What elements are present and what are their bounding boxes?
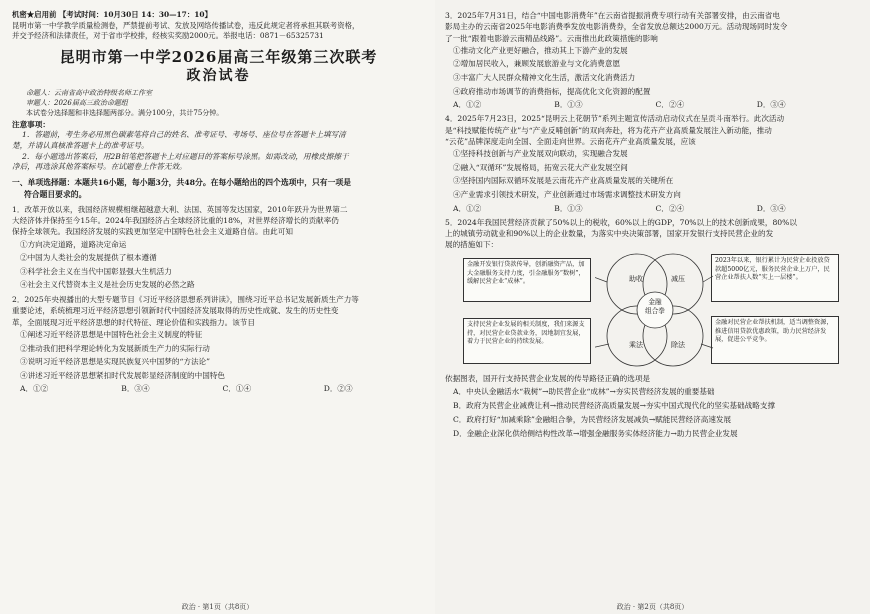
petal-label-bottom-left: 乘法 [629, 341, 643, 350]
question-5 [445, 217, 858, 441]
notes-title: 注意事项： [12, 120, 50, 130]
choice-b: B．①③ [554, 203, 583, 213]
question-2 [12, 294, 425, 395]
diagram-box-bottom-right: 金融对民营企业帮扶机制，适当调整资源，推进信用贷款优惠政策，助力民营经济发展，促进公平竞争。 [711, 316, 839, 364]
choice-c: C．②④ [655, 203, 685, 213]
connector-bottom-left [595, 344, 609, 348]
finance-combo-diagram [445, 252, 858, 370]
question-3-option: ③丰富广大人民群众精神文化生活，激活文化消费活力 [453, 73, 636, 83]
question-1-stem: 大经济体并保持至今15年。2024年我国经济占全球经济比重的18%，对世界经济增长的贡献率仍 [12, 216, 339, 226]
note-1a: 1．答题前，考生务必用黑色碳素笔将自己的姓名、准考证号、考场号、座位号在答题卡上填写清 [22, 130, 346, 140]
question-3-option: ②增加居民收入，兼顾发展旅游业与文化消费意愿 [453, 59, 621, 69]
question-4-option: ③坚持国内国际双循环发展是云南花卉产业高质量发展的关键所在 [453, 176, 674, 186]
warning-line-1: 昆明市第一中学教学质量检测卷，严禁提前考试、发放及网络传播试卷，违反此规定者将承担其联考资格， [12, 20, 360, 30]
diagram-box-top-left: 金融开发银行贷款传导，创新融资产品，加大金融服务支持力度，引金融服务“数树”，缓解民营企业“成林”。 [463, 258, 591, 302]
question-5-option: D．金融企业深化供给侧结构性改革→增强金融服务实体经济能力→助力民营企业发展 [453, 428, 738, 438]
note-2b: 净后，再选涂其他答案标号。在试题卷上作答无效。 [12, 162, 187, 172]
choice-d: D．③④ [756, 203, 786, 213]
question-4-option: ①坚持科技创新与产业发展双向联动，实现融合发展 [453, 149, 628, 159]
question-4-stem: 是“科技赋能传统产业”与“产业反哺创新”的双向奔赴，将为花卉产业高质量发展注入新动能，推动 [445, 125, 772, 135]
question-4-stem: “云花”品牌深度走向全国、全面走向世界。云南花卉产业高质量发展，应该 [445, 136, 696, 146]
choice-c: C．②④ [655, 100, 685, 110]
connector-bottom-right [701, 344, 713, 348]
question-3-stem: 3．2025年7月31日，结合“中国电影消费年”在云南省提振消费专项行动有关部署安排，由云南省电 [445, 11, 780, 20]
question-1-option: ④社会主义代替资本主义是社会历史发展的必然之路 [20, 280, 195, 290]
question-2-option: ②推动我们把科学理论转化为发展新质生产力的实际行动 [20, 343, 210, 353]
section-1-heading: 一、单项选择题：本题共16小题，每小题3分，共48分。在每小题给出的四个选项中，只有一项是 [12, 177, 351, 187]
question-4-option: ②融入“双循环”发展格局，拓宽云花大产业发展空间 [453, 162, 628, 172]
question-5-option: B．政府为民营企业减费让利→推动民营经济高质量发展→夯实中国式现代化的坚实基础战略支撑 [453, 400, 776, 410]
question-3-option: ①推动文化产业更好融合，推动其上下游产业的发展 [453, 45, 628, 55]
connector-top-left [595, 276, 607, 282]
question-5-stem: 上的城镇劳动就业和90%以上的企业数量，为落实中央决策部署，国家开发银行支持民营企业的发 [445, 228, 774, 238]
choice-d: D．②③ [323, 384, 353, 394]
choice-c: C．①④ [222, 384, 252, 394]
question-2-option: ③说明习近平经济思想是实现民族复兴中国梦的“方法论” [20, 357, 211, 367]
choice-a: A．①② [453, 203, 482, 213]
question-1-stem: 保持全球领先。我国经济发展的实践更加坚定中国特色社会主义道路自信。由此可知 [12, 227, 293, 237]
note-1b: 楚，并请认真核准答题卡上的准考证号。 [12, 140, 149, 150]
question-4-choices [445, 202, 858, 215]
question-4-stem: 4．2025年7月23日，2025“昆明云上花朝节”系列主题宣传活动启动仪式在呈贡斗南举行。此次活动 [445, 114, 785, 124]
diagram-box-top-right: 2023年以来，银行累计为民营企业投放贷款超5000亿元，服务民营企业上万户，民营企业帮扶人数“实上一层楼”。 [711, 254, 839, 302]
connector-top-right [703, 276, 713, 282]
question-5-option: C．政府打好“加减乘除”金融组合拳，为民营经济发展减负→赋能民营经济高速发展 [453, 414, 732, 424]
question-3-option: ④政府推动市场调节的消费指标，提高优化文化资源的配置 [453, 86, 651, 96]
page-footer: 政治 · 第1页（共8页） [181, 603, 254, 611]
question-1-stem: 1．改革开放以来，我国经济规模相继超越意大利、法国、英国等发达国家，2010年跃升为世界第二 [12, 204, 348, 214]
exam-page-2 [435, 0, 870, 614]
petal-label-bottom-right: 除法 [671, 341, 685, 350]
diagram-center-label: 金融 组合拳 [645, 298, 665, 316]
note-2a: 2．每小题选出答案后，用2B铅笔把答题卡上对应题目的答案标号涂黑。如需改动，用橡皮擦擦干 [22, 151, 349, 161]
question-3-choices [445, 98, 858, 111]
choice-a: A．①② [20, 384, 49, 394]
question-5-option: A．中央认金融活水“栽树”→助民营企业“成林”→夯实民营经济发展的重要基础 [453, 386, 715, 396]
warning-line-2: 并交予经济和法律责任，对于省市学校排，经核实奖励2000元。举报电话：0871－65325731 [12, 31, 324, 40]
question-1-option: ②中国为人类社会的发展提供了根本遵循 [20, 253, 157, 263]
question-5-stem: 展的措施如下： [445, 240, 499, 250]
section-1-heading-cont: 符合题目要求的。 [24, 189, 87, 199]
question-1-option: ③科学社会主义在当代中国彰显强大生机活力 [20, 266, 172, 276]
question-2-option: ④讲述习近平经济思想紧扣时代发展彰显经济制度的中国特色 [20, 370, 226, 380]
choice-d: D．③④ [756, 100, 786, 110]
petal-label-top-left: 助收 [629, 275, 643, 284]
choice-b: B．①③ [554, 100, 583, 110]
petal-label-top-right: 减压 [671, 275, 685, 284]
choice-a: A．①② [453, 100, 482, 110]
page-footer: 政治 · 第2页（共8页） [616, 603, 689, 611]
question-4-option: ④产业需求引领技术研发，产业创新通过市场需求调整技术研发方向 [453, 189, 681, 199]
reviewer-line: 审题人：2026届高三政治命题组 [26, 98, 128, 107]
score-line: 本试卷分选择题和非选择题两部分。满分100分，共计75分钟。 [26, 109, 224, 118]
exam-subtitle: 政治试卷 [186, 67, 251, 84]
question-3-stem: 影局主办的云南省2025年电影消费季发放电影消费券，全省发放总额达2000万元。活动现场同时发令 [445, 22, 788, 32]
question-2-stem: 革，全面展现习近平经济思想的时代特征、理论价值和实践指力。该节目 [12, 317, 255, 327]
question-1-option: ①方向决定道路，道路决定命运 [20, 239, 127, 249]
question-4 [445, 113, 858, 214]
question-3-stem: 了一批“跟着电影游云南精品线路”。云南推出此政策措施的影响 [445, 33, 658, 43]
question-2-choices [12, 382, 425, 395]
question-2-stem: 重要论述，系统梳理习近平经济思想引领新时代中国经济发展取得的历史性成就、发生的历史性变 [12, 306, 339, 316]
confidential-header: 机密★启用前 【考试时间：10月30日 14：30—17：10】 [12, 10, 212, 19]
choice-b: B．③④ [121, 384, 150, 394]
question-3 [445, 10, 858, 111]
exam-title: 昆明市第一中学2026届高三年级第三次联考 [59, 47, 378, 66]
question-1 [12, 204, 425, 292]
question-2-option: ①阐述习近平经济思想是中国特色社会主义制度的特征 [20, 329, 203, 339]
diagram-box-bottom-left: 支持民营企业发展的相关制度，我们来源支持，对民营企业贷款业务，因地制宜发展，着力于民营企业的持续发展。 [463, 318, 591, 364]
question-2-stem: 2．2025年央视播出的大型专题节目《习近平经济思想系列讲读》，围绕习近平总书记发展新质生产力等 [12, 295, 359, 305]
author-line: 命题人：云南省高中政治特级名师工作室 [26, 88, 152, 97]
question-5-stem: 5．2024年我国民营经济贡献了50%以上的税收，60%以上的GDP，70%以上的技术创新成果，80%以 [445, 217, 797, 227]
question-5-prompt: 依据图表，国开行支持民营企业发展的传导路径正确的选项是 [445, 374, 651, 384]
